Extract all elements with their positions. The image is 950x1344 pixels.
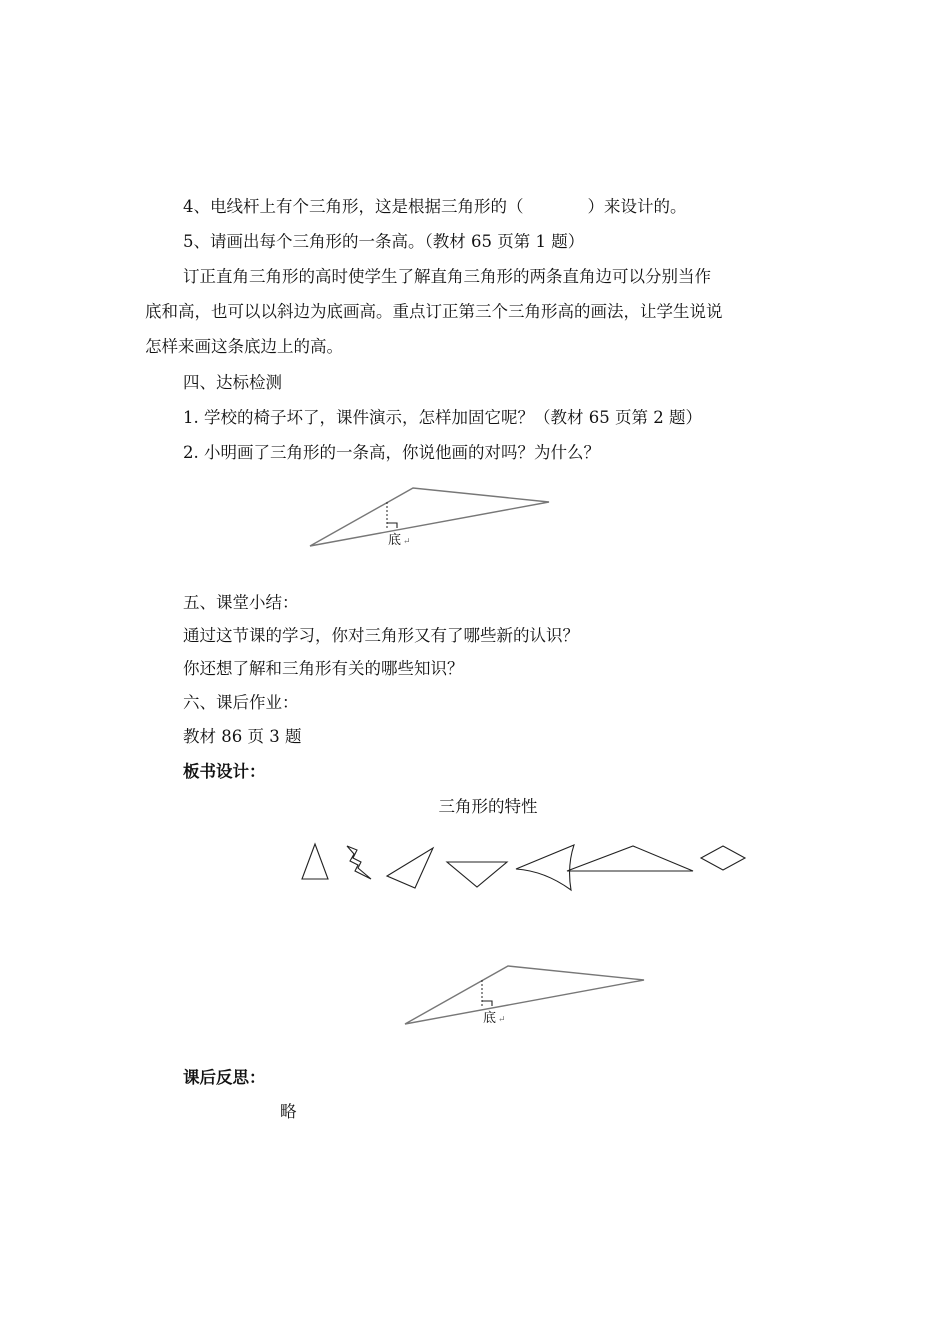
rhombus-shape: [701, 846, 745, 870]
homework-line: 教材 86 页 3 题: [183, 727, 302, 746]
triangle-height-figure-2: [395, 958, 655, 1033]
inverted-triangle-shape: [447, 862, 507, 887]
base-label-2: 底: [483, 1011, 497, 1026]
section-heading-5: 五、课堂小结：: [183, 593, 299, 612]
reflection-heading: 课后反思：: [183, 1068, 266, 1087]
question-4-text-a: 4、电线杆上有个三角形，这是根据三角形的（: [183, 197, 524, 216]
curved-triangle-shape: [516, 845, 574, 890]
return-mark: ↵: [403, 537, 411, 547]
obtuse-triangle: [310, 488, 549, 546]
return-mark-2: ↵: [498, 1015, 506, 1025]
flat-triangle-shape: [567, 846, 693, 871]
shapes-row: [295, 838, 755, 888]
triangle-height-figure: [300, 480, 560, 555]
question-4-text-b: ）来设计的。: [587, 197, 687, 216]
right-angle-mark-2: [482, 1001, 492, 1006]
check-item-2: 2. 小明画了三角形的一条高，你说他画的对吗？为什么？: [183, 443, 600, 462]
summary-line-1: 通过这节课的学习，你对三角形又有了哪些新的认识？: [183, 626, 579, 645]
check-item-1: 1. 学校的椅子坏了，课件演示，怎样加固它呢？（教材 65 页第 2 题）: [183, 408, 702, 427]
paragraph-line-3: 怎样来画这条底边上的高。: [145, 337, 343, 356]
lightning-shape: [347, 846, 371, 879]
tilted-triangle-shape: [387, 848, 433, 888]
right-angle-mark: [387, 523, 397, 528]
base-label: 底: [388, 533, 402, 548]
section-heading-4: 四、达标检测: [183, 373, 282, 392]
paragraph-line-1: 订正直角三角形的高时使学生了解直角三角形的两条直角边可以分别当作: [183, 267, 711, 286]
paragraph-line-2: 底和高，也可以以斜边为底画高。重点订正第三个三角形高的画法，让学生说说: [145, 302, 723, 321]
summary-line-2: 你还想了解和三角形有关的哪些知识？: [183, 659, 464, 678]
reflection-text: 略: [280, 1102, 297, 1121]
isosceles-triangle-shape: [302, 844, 328, 879]
board-design-heading: 板书设计：: [183, 762, 266, 781]
section-heading-6: 六、课后作业：: [183, 693, 299, 712]
obtuse-triangle-2: [405, 966, 644, 1024]
question-4: [183, 195, 687, 219]
question-5: 5、请画出每个三角形的一条高。（教材 65 页第 1 题）: [183, 232, 585, 251]
board-title: 三角形的特性: [438, 797, 538, 816]
